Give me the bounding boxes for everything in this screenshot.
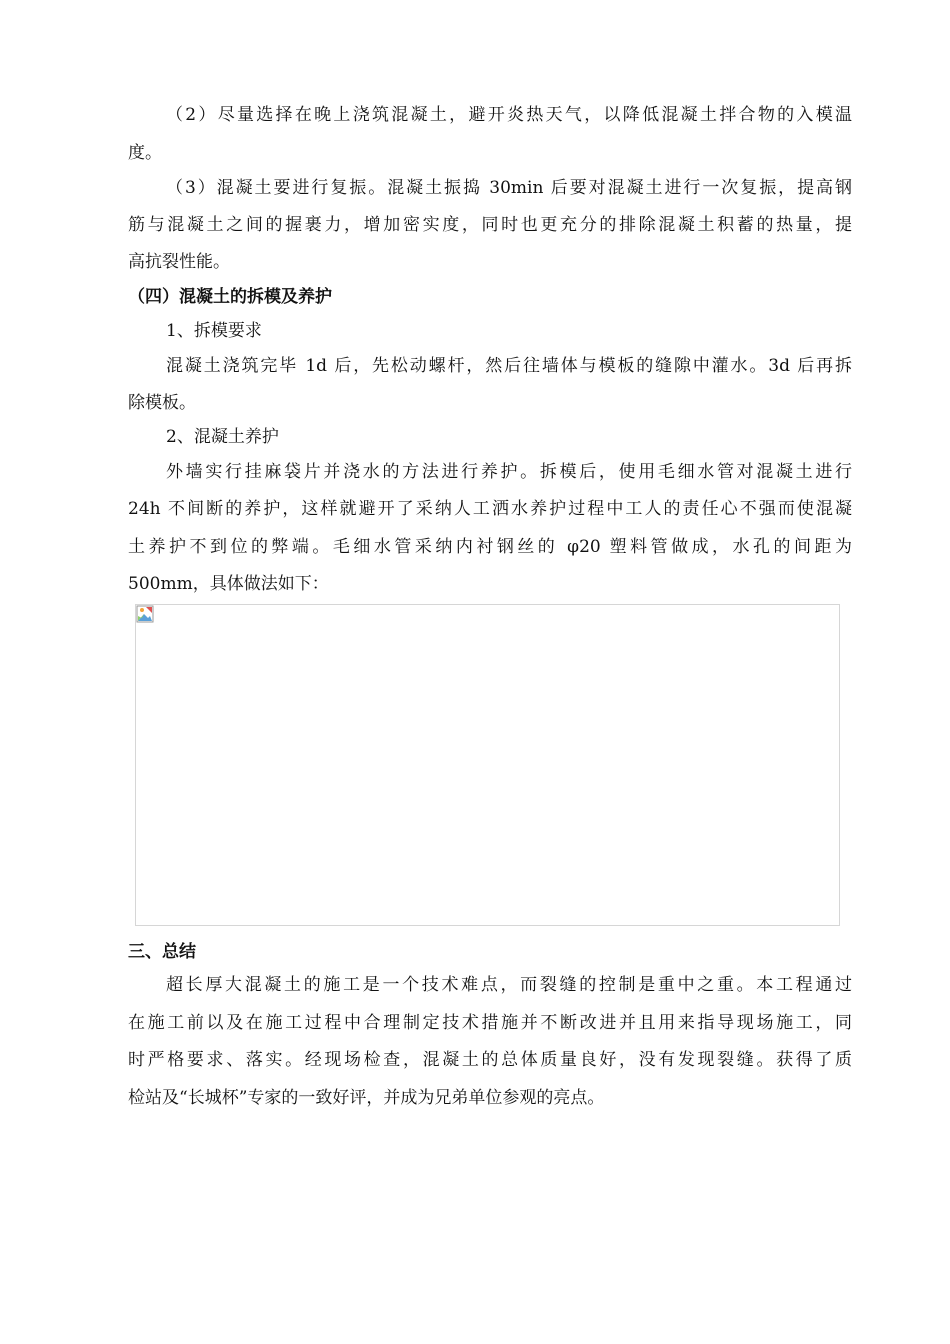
subsection-2-line-1: 外墙实行挂麻袋片并浇水的方法进行养护。拆模后，使用毛细水管对混凝土进行 — [166, 462, 852, 482]
paragraph-2-line-1: （2）尽量选择在晚上浇筑混凝土，避开炎热天气，以降低混凝土拌合物的入模温 — [166, 105, 852, 125]
paragraph-3-line-3: 高抗裂性能。 — [128, 252, 230, 272]
paragraph-3-line-1: （3）混凝土要进行复振。混凝土振捣 30min 后要对混凝土进行一次复振，提高钢 — [166, 178, 852, 198]
section-three-title: 三、总结 — [128, 942, 196, 962]
paragraph-2-line-2: 度。 — [128, 143, 162, 163]
subsection-2-line-4: 500mm，具体做法如下： — [128, 574, 329, 594]
summary-line-1: 超长厚大混凝土的施工是一个技术难点，而裂缝的控制是重中之重。本工程通过 — [166, 975, 852, 995]
paragraph-3-line-2: 筋与混凝土之间的握裹力，增加密实度，同时也更充分的排除混凝土积蓄的热量，提 — [128, 215, 852, 235]
figure-placeholder — [135, 604, 840, 926]
subsection-2-heading: 2、混凝土养护 — [166, 427, 279, 447]
section-four-title: （四）混凝土的拆模及养护 — [128, 287, 332, 307]
summary-line-4: 检站及“长城杯”专家的一致好评，并成为兄弟单位参观的亮点。 — [128, 1088, 605, 1108]
subsection-1-line-2: 除模板。 — [128, 393, 196, 413]
subsection-1-heading: 1、拆模要求 — [166, 321, 262, 341]
subsection-2-line-2: 24h 不间断的养护，这样就避开了采纳人工洒水养护过程中工人的责任心不强而使混凝 — [128, 499, 852, 519]
broken-image-icon — [136, 605, 156, 625]
summary-line-2: 在施工前以及在施工过程中合理制定技术措施并不断改进并且用来指导现场施工，同 — [128, 1013, 852, 1033]
summary-line-3: 时严格要求、落实。经现场检查，混凝土的总体质量良好，没有发现裂缝。获得了质 — [128, 1050, 852, 1070]
subsection-2-line-3: 土养护不到位的弊端。毛细水管采纳内衬钢丝的 φ20 塑料管做成，水孔的间距为 — [128, 537, 852, 557]
subsection-1-line-1: 混凝土浇筑完毕 1d 后，先松动螺杆，然后往墙体与模板的缝隙中灌水。3d 后再拆 — [166, 356, 852, 376]
